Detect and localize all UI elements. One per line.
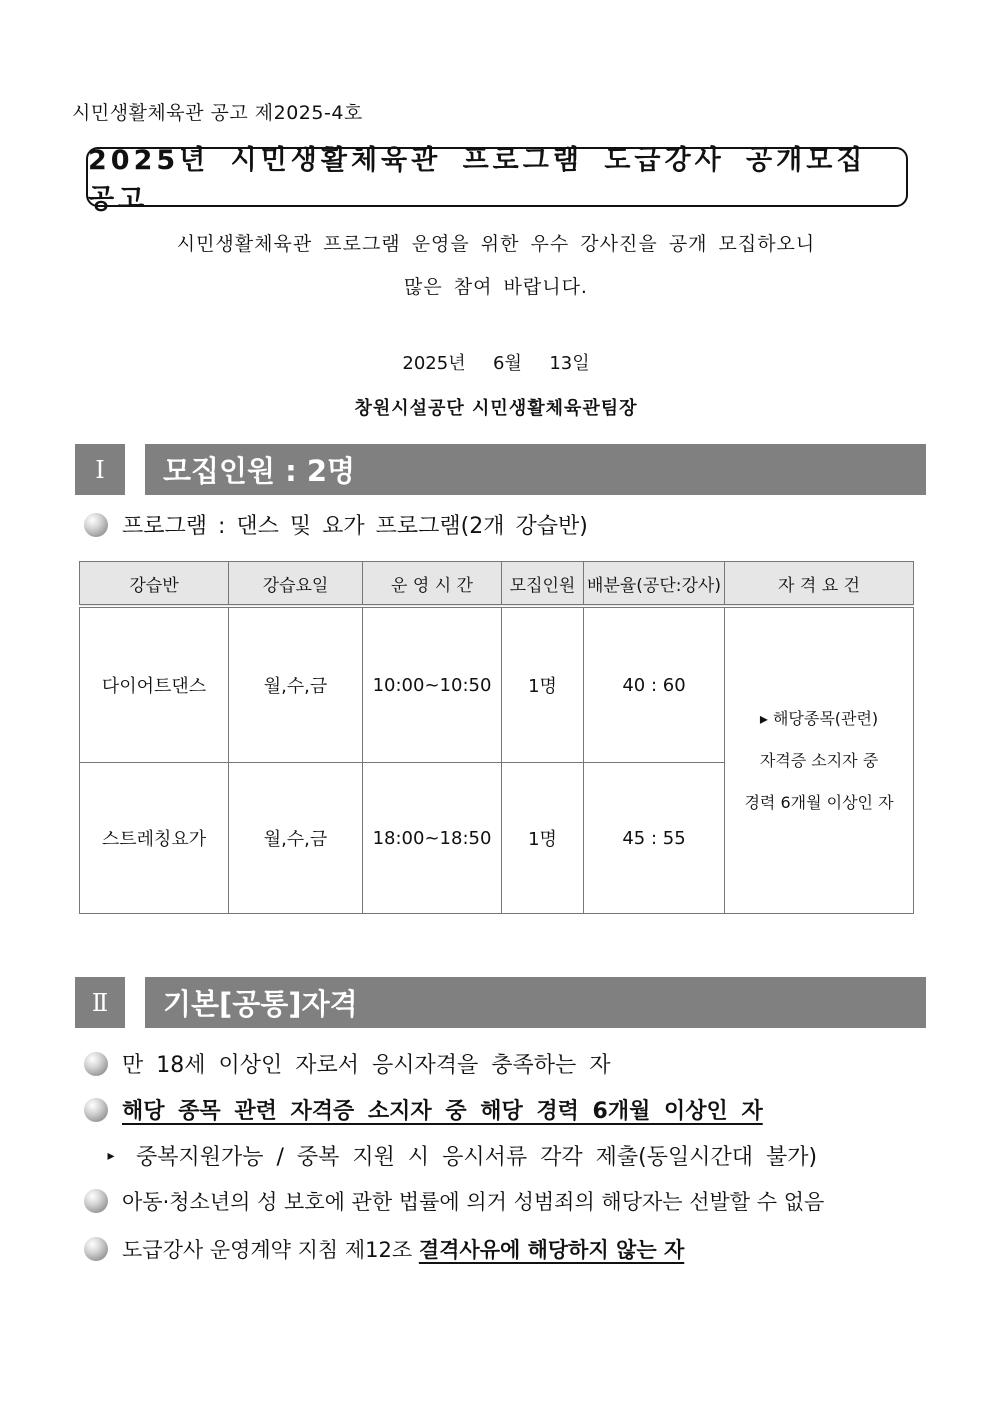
intro-line-2: 많은 참여 바랍니다. xyxy=(404,276,588,298)
requirement-4-text: 아동·청소년의 성 보호에 관한 법률에 의거 성범죄의 해당자는 선발할 수 없음 xyxy=(122,1190,825,1214)
requirement-5-emphasis: 결격사유에 해당하지 않는 자 xyxy=(418,1238,685,1262)
intro-line-1: 시민생활체육관 프로그램 운영을 위한 우수 강사진을 공개 모집하오니 xyxy=(176,233,816,255)
requirement-2-text: 해당 종목 관련 자격증 소지자 중 해당 경력 6개월 이상인 자 xyxy=(122,1099,763,1124)
cell-ratio: 45 : 55 xyxy=(584,763,725,914)
notice-number: 시민생활체육관 공고 제2025-4호 xyxy=(72,102,363,124)
header-class: 강습반 xyxy=(80,562,229,607)
table-header-row xyxy=(80,562,914,607)
program-line xyxy=(84,509,588,540)
title-box xyxy=(86,145,908,215)
bullet-icon xyxy=(84,513,108,537)
cell-time: 18:00~18:50 xyxy=(363,763,502,914)
qualification-line-2: 자격증 소지자 중 xyxy=(759,750,879,770)
requirement-1 xyxy=(84,1048,611,1079)
header-count: 모집인원 xyxy=(502,562,584,607)
cell-class: 다이어트댄스 xyxy=(80,606,229,763)
cell-days: 월,수,금 xyxy=(229,606,363,763)
cell-days: 월,수,금 xyxy=(229,763,363,914)
organization: 창원시설공단 시민생활체육관팀장 xyxy=(354,398,638,419)
cell-count: 1명 xyxy=(502,763,584,914)
page-title: 2025년 시민생활체육관 프로그램 도급강사 공개모집 공고 xyxy=(88,145,867,215)
cell-time: 10:00~10:50 xyxy=(363,606,502,763)
requirement-5-prefix: 도급강사 운영계약 지침 제12조 xyxy=(122,1238,419,1262)
cell-class: 스트레칭요가 xyxy=(80,763,229,914)
bullet-icon xyxy=(84,1189,108,1213)
section-1-title: 모집인원 : 2명 xyxy=(145,444,926,495)
bullet-icon xyxy=(84,1237,108,1261)
requirement-3-text: 중복지원가능 / 중복 지원 시 응시서류 각각 제출(동일시간대 불가) xyxy=(136,1145,818,1170)
requirement-3 xyxy=(100,1140,817,1171)
requirement-4 xyxy=(84,1186,824,1216)
cell-count: 1명 xyxy=(502,606,584,763)
header-days: 강습요일 xyxy=(229,562,363,607)
section-1-number: Ⅰ xyxy=(75,444,125,495)
program-text: 프로그램 : 댄스 및 요가 프로그램(2개 강습반) xyxy=(122,514,588,539)
schedule-table xyxy=(79,561,914,914)
bullet-icon xyxy=(84,1098,108,1122)
section-2-number: Ⅱ xyxy=(75,977,125,1028)
requirement-5-text xyxy=(122,1234,684,1264)
requirement-2 xyxy=(84,1094,763,1125)
header-qualification: 자 격 요 건 xyxy=(725,562,914,607)
qualification-line-3: 경력 6개월 이상인 자 xyxy=(744,792,894,812)
cell-ratio: 40 : 60 xyxy=(584,606,725,763)
header-time: 운 영 시 간 xyxy=(363,562,502,607)
section-2-title: 기본[공통]자격 xyxy=(145,977,926,1028)
header-ratio: 배분율(공단:강사) xyxy=(584,562,725,607)
cell-qualification xyxy=(725,606,914,914)
requirement-5 xyxy=(84,1234,684,1264)
bullet-icon xyxy=(84,1052,108,1076)
announcement-date: 2025년 6월 13일 xyxy=(402,353,590,374)
table-row xyxy=(80,606,914,763)
requirement-1-text: 만 18세 이상인 자로서 응시자격을 충족하는 자 xyxy=(122,1053,611,1078)
arrow-icon: ▸ xyxy=(107,1147,115,1164)
qualification-line-1: ▸ 해당종목(관련) xyxy=(759,708,879,728)
